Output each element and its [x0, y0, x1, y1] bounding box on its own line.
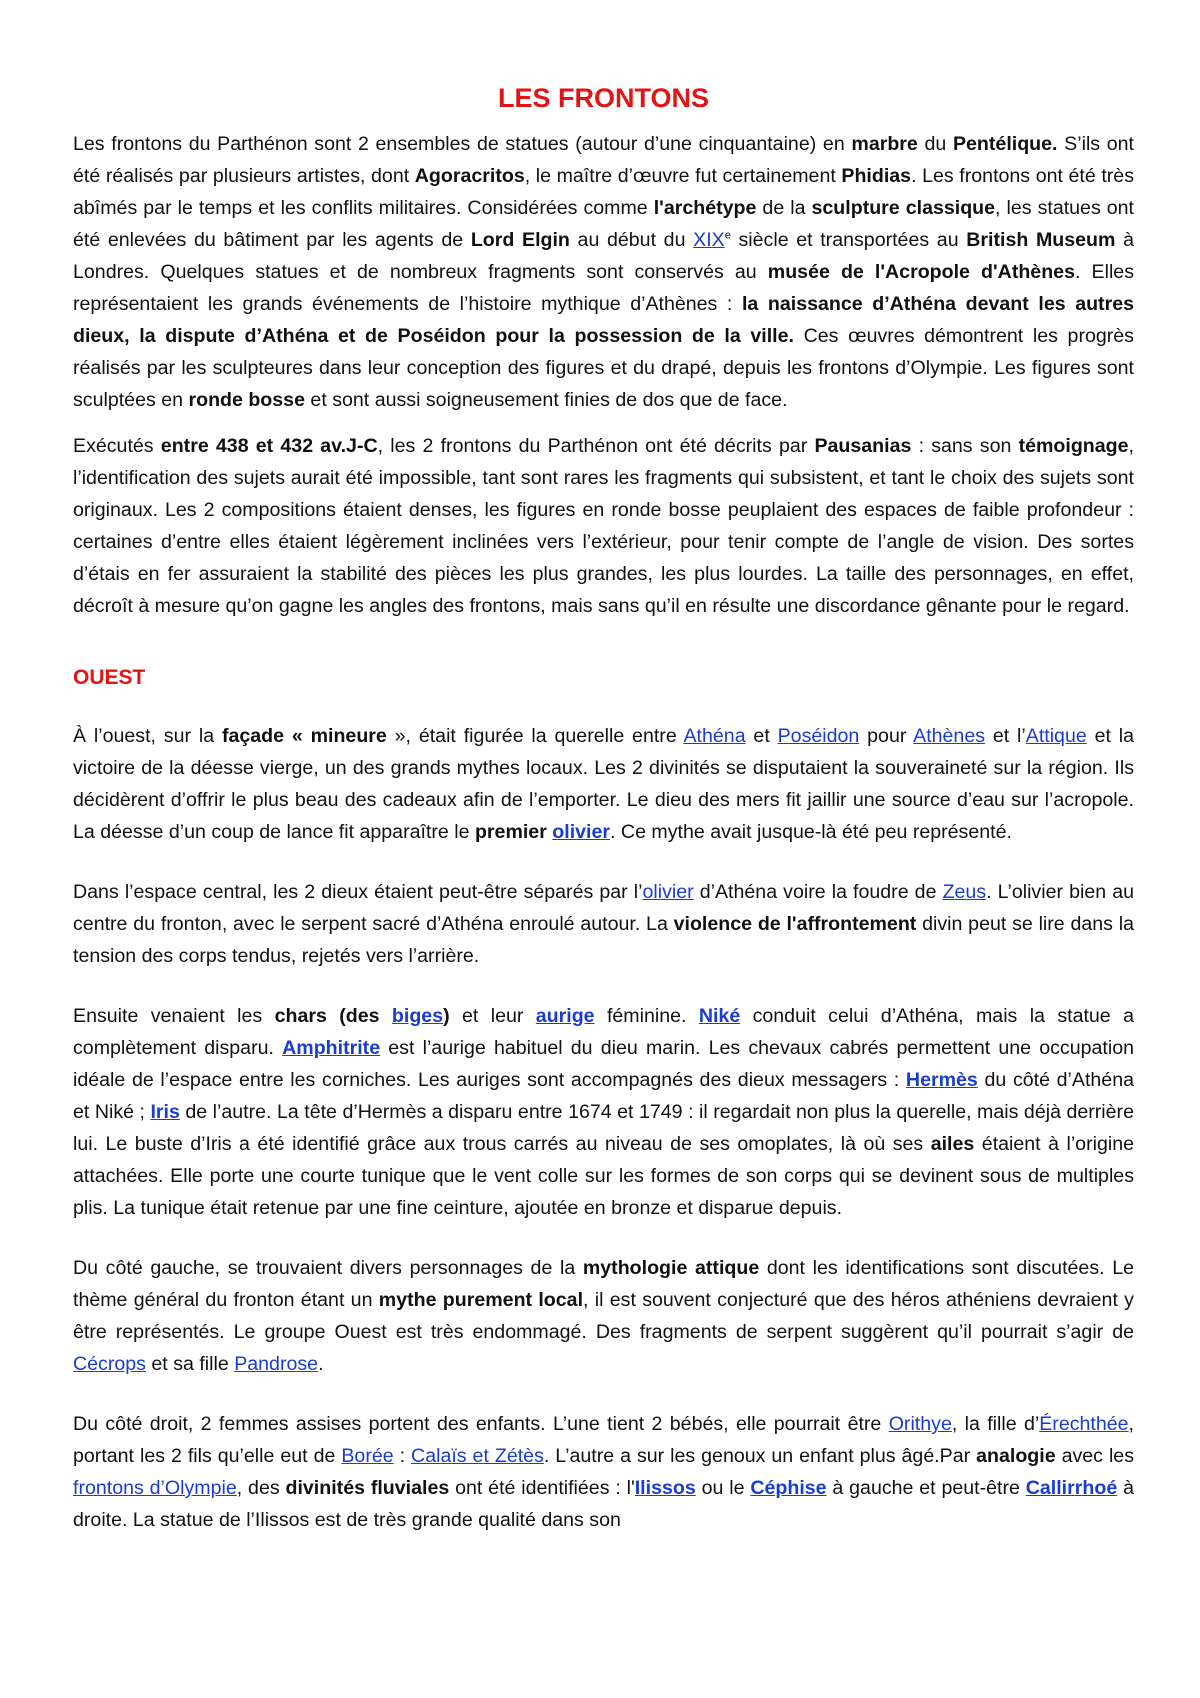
text: du [917, 133, 953, 155]
text: ont été identifiées : l' [449, 1477, 635, 1499]
ouest-paragraph-1 [73, 720, 1134, 848]
ouest-paragraph-4 [73, 1252, 1134, 1380]
text: et l’ [985, 725, 1026, 747]
link-erechthee[interactable]: Érechthée [1039, 1413, 1129, 1435]
text: féminine. [594, 1005, 699, 1027]
link-callirrhoe[interactable]: Callirrhoé [1025, 1477, 1118, 1499]
bold-text: ailes [930, 1133, 975, 1155]
text: au début du [569, 229, 694, 251]
text: et [745, 725, 778, 747]
text: et sont aussi soigneusement finies de dos que de face. [304, 389, 788, 411]
bold-text: analogie [976, 1445, 1056, 1467]
bold-text: entre 438 et 432 av.J-C [160, 435, 378, 457]
text: . L’olivier bien au centre du fronton, avec le serpent sacré d’Athéna enroulé autour. La [73, 881, 1134, 935]
bold-text: British Museum [966, 229, 1116, 251]
link-iris[interactable]: Iris [150, 1101, 180, 1123]
link-frontons-olympie[interactable]: frontons d’Olympie [73, 1477, 237, 1499]
text: Exécutés [73, 435, 161, 457]
text: . Ce mythe avait jusque-là été peu représenté. [610, 821, 1012, 843]
bold-text: façade « mineure [221, 725, 387, 747]
link-cecrops[interactable]: Cécrops [73, 1353, 146, 1375]
text: Les frontons du Parthénon sont 2 ensembles de statues (autour d’une cinquantaine) en [73, 133, 852, 155]
link-amphitrite[interactable]: Amphitrite [282, 1037, 381, 1059]
text: , l’identification des sujets aurait été impossible, tant sont rares les fragments qui subsistent, et tant le choix des sujets sont originaux. Les 2 compositions étaient denses, les figures en ronde bosse peuplaient des espaces de faible profondeur : certaines d’entre elles étaient légèrement inclinées vers l’extérieur, pour tenir compte de l’angle de vision. Des sortes d’étais en fer assuraient la stabilité des pièces les plus grandes, les plus lourdes. La taille des personnages, en effet, décroît à mesure qu’on gagne les angles des frontons, mais sans qu’il en résulte une discordance gênante pour le regard. [73, 435, 1134, 617]
link-olivier[interactable]: olivier [642, 881, 694, 903]
text: ou le [695, 1477, 751, 1499]
link-calais-zetes[interactable]: Calaïs et Zétès [411, 1445, 544, 1467]
text: Dans l’espace central, les 2 dieux étaient peut-être séparés par l’ [73, 881, 643, 903]
text: d’Athéna voire la foudre de [693, 881, 943, 903]
bold-text: Agoracritos [414, 165, 525, 187]
bold-text: divinités fluviales [285, 1477, 450, 1499]
text: », était figurée la querelle entre [386, 725, 684, 747]
link-olivier[interactable]: olivier [552, 821, 611, 843]
bold-text: mythologie attique [582, 1257, 760, 1279]
text: divin peut se lire dans la tension des corps tendus, rejetés vers l’arrière. [73, 913, 1135, 967]
text: , les 2 frontons du Parthénon ont été décrits par [377, 435, 815, 457]
text: et leur [449, 1005, 536, 1027]
text: est l’aurige habituel du dieu marin. Les chevaux cabrés permettent une occupation idéale de l’espace entre les corniches. Les auriges sont accompagnés des dieux messagers : [73, 1037, 1134, 1091]
link-xix[interactable]: XIX [693, 229, 725, 251]
text: pour [859, 725, 914, 747]
text: , la fille d’ [951, 1413, 1040, 1435]
link-nike[interactable]: Niké [698, 1005, 741, 1027]
text: Ensuite venaient les [73, 1005, 275, 1027]
link-boree[interactable]: Borée [341, 1445, 394, 1467]
link-hermes[interactable]: Hermès [905, 1069, 978, 1091]
link-pandrose[interactable]: Pandrose [234, 1353, 319, 1375]
bold-text: sculpture classique [811, 197, 996, 219]
text: de la [756, 197, 812, 219]
text: . L’autre a sur les genoux un enfant plus âgé.Par [543, 1445, 977, 1467]
intro-paragraph [73, 128, 1134, 416]
section-heading-ouest: OUEST [73, 666, 146, 689]
bold-text: la naissance d’Athéna devant les autres dieux, la dispute d’Athéna et de Poséidon pour la possession de la ville. [73, 293, 1135, 347]
text: et la victoire de la déesse vierge, un des grands mythes locaux. Les 2 divinités se disputaient la souveraineté sur la région. Ils décidèrent d’offrir le plus beau des cadeaux afin de l’emporter. Le dieu des mers fit jaillir une source d’eau sur l’acropole. La déesse d’un coup de lance fit apparaître le [73, 725, 1135, 843]
link-orithye[interactable]: Orithye [888, 1413, 952, 1435]
bold-text: Phidias [841, 165, 912, 187]
text: , il est souvent conjecturé que des héros athéniens devraient y être représentés. Le groupe Ouest est très endommagé. Des fragments de serpent suggèrent qu’il pourrait s’agir de [73, 1289, 1134, 1343]
link-attique[interactable]: Attique [1025, 725, 1087, 747]
text: étaient à l’origine attachées. Elle porte une courte tunique que le vent colle sur les formes de son corps qui se devinent sous de multiples plis. La tunique était retenue par une fine ceinture, ajoutée en bronze et disparue depuis. [73, 1133, 1135, 1219]
text: et sa fille [145, 1353, 235, 1375]
bold-text: chars (des [274, 1005, 392, 1027]
text: , les statues ont été enlevées du bâtiment par les agents de [73, 197, 1135, 251]
ouest-paragraph-2 [73, 876, 1134, 972]
text: . [318, 1353, 324, 1375]
text: à gauche et peut-être [826, 1477, 1026, 1499]
text: avec les [1055, 1445, 1134, 1467]
link-poseidon[interactable]: Poséidon [777, 725, 860, 747]
bold-text: Lord Elgin [470, 229, 570, 251]
bold-text: l'archétype [653, 197, 757, 219]
text: à droite. La statue de l’Ilissos est de très grande qualité dans son [73, 1477, 1134, 1531]
link-cephise[interactable]: Céphise [750, 1477, 827, 1499]
text: Du côté gauche, se trouvaient divers personnages de la [73, 1257, 583, 1279]
superscript: e [724, 229, 731, 242]
text: conduit celui d’Athéna, mais la statue a complètement disparu. [73, 1005, 1134, 1059]
link-athenes[interactable]: Athènes [913, 725, 986, 747]
text: . Elles représentaient les grands événements de l’histoire mythique d’Athènes : [73, 261, 1134, 315]
ouest-paragraph-3 [73, 1000, 1134, 1224]
link-zeus[interactable]: Zeus [942, 881, 987, 903]
ouest-paragraph-5 [73, 1408, 1134, 1536]
text: siècle et transportées au [730, 229, 967, 251]
link-aurige[interactable]: aurige [535, 1005, 595, 1027]
bold-text: musée de l'Acropole d'Athènes [767, 261, 1075, 283]
text: Ces œuvres démontrent les progrès réalisés par les sculpteures dans leur conception des figures et du drapé, depuis les frontons d’Olympie. Les figures sont sculptées en [73, 325, 1134, 411]
text: : [393, 1445, 412, 1467]
text: , portant les 2 fils qu’elle eut de [73, 1413, 1134, 1467]
text: dont les identifications sont discutées. Le thème général du fronton étant un [73, 1257, 1134, 1311]
link-biges[interactable]: biges [391, 1005, 444, 1027]
link-athena[interactable]: Athéna [683, 725, 746, 747]
text: Du côté droit, 2 femmes assises portent des enfants. L’une tient 2 bébés, elle pourrait être [73, 1413, 889, 1435]
text: du côté d’Athéna et Niké ; [73, 1069, 1134, 1123]
bold-text: ) [443, 1005, 450, 1027]
bold-text: marbre [851, 133, 918, 155]
bold-text: violence de l'affrontement [673, 913, 917, 935]
bold-text: Pausanias [814, 435, 912, 457]
page-title: LES FRONTONS [497, 83, 710, 113]
link-ilissos[interactable]: Ilissos [634, 1477, 696, 1499]
text: À l’ouest, sur la [73, 725, 222, 747]
bold-text: Pentélique. [952, 133, 1058, 155]
bold-text: mythe purement local [378, 1289, 584, 1311]
text: , des [236, 1477, 286, 1499]
bold-text: premier [474, 821, 547, 843]
bold-text: ronde bosse [188, 389, 305, 411]
text: à Londres. Quelques statues et de nombreux fragments sont conservés au [73, 229, 1134, 283]
text: : sans son [911, 435, 1019, 457]
text: , le maître d’œuvre fut certainement [524, 165, 842, 187]
text: . Les frontons ont été très abîmés par le temps et les conflits militaires. Considérées comme [73, 165, 1135, 219]
text: de l’autre. La tête d’Hermès a disparu entre 1674 et 1749 : il regardait non plus la querelle, mais déjà derrière lui. Le buste d’Iris a été identifié grâce aux trous carrés au niveau de ses omoplates, là où ses [73, 1101, 1134, 1155]
text: S’ils ont été réalisés par plusieurs artistes, dont [73, 133, 1134, 187]
bold-text: témoignage [1018, 435, 1129, 457]
dating-paragraph [73, 430, 1134, 622]
